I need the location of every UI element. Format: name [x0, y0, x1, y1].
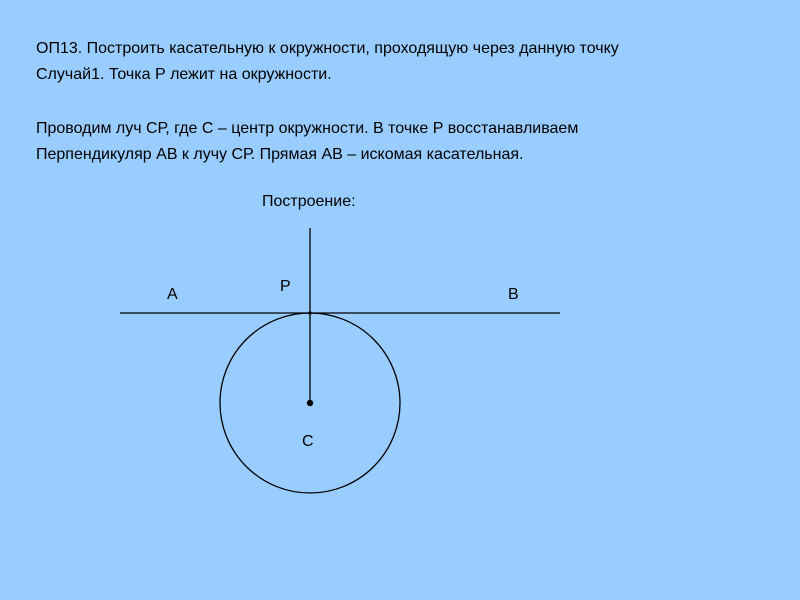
problem-statement: ОП13. Построить касательную к окружности, проходящую через данную точку Случай1. Точка Р лежит на окружности. [36, 40, 619, 83]
center-point-c [307, 400, 313, 406]
circle [220, 313, 400, 493]
construction-heading: Построение: [262, 193, 356, 210]
point-label-c: С [302, 433, 314, 450]
solution-description: Проводим луч СР, где С – центр окружности. В точке Р восстанавливаем Перпендикуляр АВ к лучу СР. Прямая АВ – искомая касательная. [36, 120, 579, 163]
point-label-p: Р [280, 278, 291, 295]
point-label-b: В [508, 286, 519, 303]
point-label-a: А [167, 286, 178, 303]
tangent-point-p [308, 311, 311, 314]
